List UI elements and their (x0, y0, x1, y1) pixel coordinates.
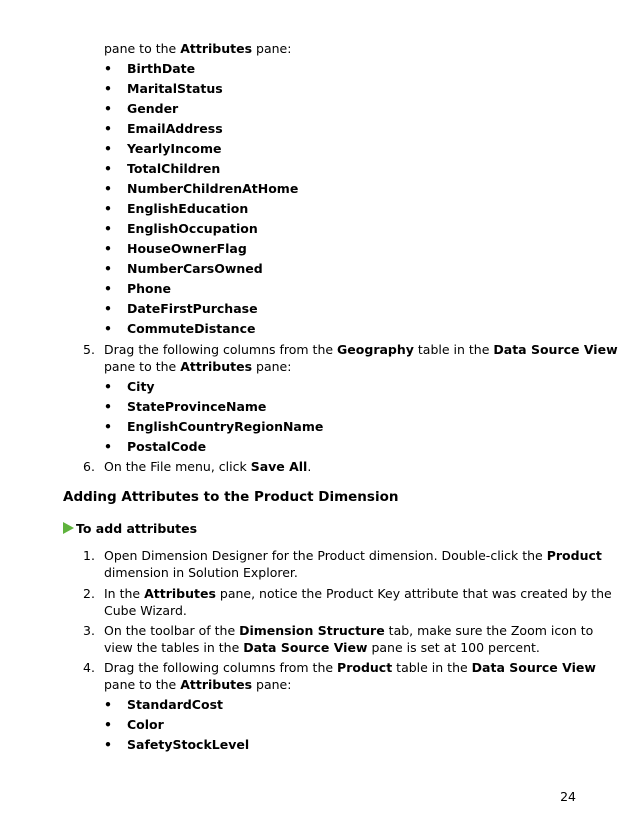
step-text: pane to the (104, 359, 181, 374)
list-item-label: City (127, 379, 155, 394)
step-number: 4. (83, 660, 95, 675)
bullet-icon: • (104, 61, 112, 76)
list-item-label: TotalChildren (127, 161, 221, 176)
step-text: pane to the (104, 677, 181, 692)
step-bold: Data Source View (471, 660, 596, 675)
bullet-icon: • (104, 121, 112, 136)
step-text: pane: (252, 677, 292, 692)
step-text: On the toolbar of the (104, 623, 240, 638)
bullet-icon: • (104, 101, 112, 116)
bullet-icon: • (104, 161, 112, 176)
step-bold: Attributes (180, 359, 253, 374)
list-item-label: StandardCost (127, 697, 223, 712)
step-text: view the tables in the (104, 640, 244, 655)
bullet-icon: • (104, 181, 112, 196)
step-text: . (307, 459, 312, 474)
section-heading: Adding Attributes to the Product Dimension (63, 489, 399, 505)
intro-text-end: pane: (252, 41, 292, 56)
bullet-icon: • (104, 81, 112, 96)
step-text: pane, notice the Product Key attribute that was created by the (215, 586, 612, 601)
step-text: table in the (413, 342, 494, 357)
intro-line (104, 41, 291, 57)
step-text: pane is set at 100 percent. (367, 640, 540, 655)
step-bold: Attributes (180, 677, 253, 692)
list-item-label: PostalCode (127, 439, 207, 454)
bullet-icon: • (104, 379, 112, 394)
bullet-icon: • (104, 737, 112, 752)
step-5-line-1 (104, 342, 618, 358)
step-bold: Attributes (144, 586, 216, 601)
list-item-label: NumberCarsOwned (127, 261, 263, 276)
list-item-label: YearlyIncome (127, 141, 222, 156)
bullet-icon: • (104, 261, 112, 276)
procedure-subheading (63, 521, 197, 537)
list-item-label: EmailAddress (127, 121, 223, 136)
intro-bold: Attributes (180, 41, 253, 56)
step-number: 2. (83, 586, 95, 601)
list-item-label: DateFirstPurchase (127, 301, 258, 316)
bullet-icon: • (104, 201, 112, 216)
product-step-4-line-2 (104, 677, 291, 693)
bullet-icon: • (104, 241, 112, 256)
list-item-label: HouseOwnerFlag (127, 241, 247, 256)
step-number: 6. (83, 459, 95, 474)
subheading-text: To add attributes (76, 521, 198, 536)
step-bold: Product (337, 660, 393, 675)
step-text: Drag the following columns from the (104, 660, 338, 675)
list-item-label: Color (127, 717, 164, 732)
bullet-icon: • (104, 717, 112, 732)
list-item-label: CommuteDistance (127, 321, 256, 336)
list-item-label: StateProvinceName (127, 399, 267, 414)
bullet-icon: • (104, 439, 112, 454)
list-item-label: Phone (127, 281, 172, 296)
product-step-3-line-1 (104, 623, 593, 639)
list-item-label: EnglishOccupation (127, 221, 258, 236)
step-text: pane: (252, 359, 292, 374)
product-step-2-line-2: Cube Wizard. (104, 603, 187, 618)
bullet-icon: • (104, 399, 112, 414)
list-item-label: BirthDate (127, 61, 196, 76)
list-item-label: MaritalStatus (127, 81, 223, 96)
step-text: In the (104, 586, 145, 601)
bullet-icon: • (104, 141, 112, 156)
page-number: 24 (560, 789, 576, 804)
procedure-arrow-icon (63, 522, 74, 534)
product-step-1-line-1 (104, 548, 602, 564)
step-text: table in the (392, 660, 472, 675)
product-step-3-line-2 (104, 640, 540, 656)
bullet-icon: • (104, 301, 112, 316)
list-item-label: NumberChildrenAtHome (127, 181, 299, 196)
step-text: Open Dimension Designer for the Product dimension. Double-click the (104, 548, 547, 563)
bullet-icon: • (104, 419, 112, 434)
bullet-icon: • (104, 281, 112, 296)
list-item-label: Gender (127, 101, 179, 116)
step-5-line-2 (104, 359, 291, 375)
step-bold: Dimension Structure (239, 623, 385, 638)
step-number: 5. (83, 342, 95, 357)
intro-text: pane to the (104, 41, 181, 56)
step-text: Drag the following columns from the (104, 342, 338, 357)
step-bold: Product (546, 548, 602, 563)
bullet-icon: • (104, 221, 112, 236)
list-item-label: SafetyStockLevel (127, 737, 250, 752)
product-step-4-line-1 (104, 660, 596, 676)
bullet-icon: • (104, 697, 112, 712)
step-bold: Geography (337, 342, 414, 357)
step-number: 3. (83, 623, 95, 638)
list-item-label: EnglishEducation (127, 201, 249, 216)
step-bold: Save All (250, 459, 308, 474)
step-bold: Data Source View (243, 640, 368, 655)
list-item-label: EnglishCountryRegionName (127, 419, 324, 434)
product-step-1-line-2: dimension in Solution Explorer. (104, 565, 298, 580)
bullet-icon: • (104, 321, 112, 336)
step-6-line (104, 459, 311, 475)
step-bold: Data Source View (493, 342, 618, 357)
product-step-2-line-1 (104, 586, 612, 602)
step-text: On the File menu, click (104, 459, 251, 474)
step-number: 1. (83, 548, 95, 563)
step-text: tab, make sure the Zoom icon to (384, 623, 594, 638)
